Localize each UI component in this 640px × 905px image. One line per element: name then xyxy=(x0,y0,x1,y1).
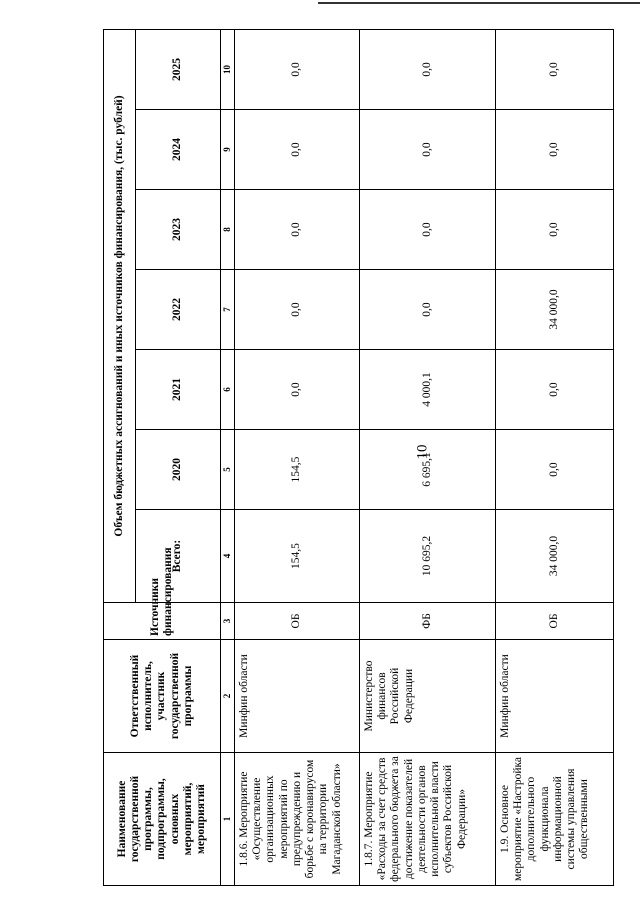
page-number: 10 xyxy=(414,444,431,460)
funding-table-wrapper xyxy=(103,30,613,886)
table-row xyxy=(235,29,360,885)
header-source: Источники финансирования xyxy=(104,603,221,640)
row-value: 0,0 xyxy=(360,29,496,109)
column-number: 9 xyxy=(221,110,235,190)
row-name: 1.8.7. Мероприятие «Расходы за счет средств федерального бюджета за достижение показателей деятельности органов исполнительной власти субъектов Российской Федерации» xyxy=(360,753,496,886)
row-source: ОБ xyxy=(496,603,614,640)
row-value: 0,0 xyxy=(360,270,496,350)
table-row xyxy=(496,29,614,885)
header-funding-group: Объем бюджетных ассигнований и иных источников финансирования, (тыс. рублей) xyxy=(104,29,136,602)
funding-table xyxy=(103,29,614,886)
row-name: 1.9. Основное мероприятие «Настройка дополнительного функционала информационной системы управления общественными xyxy=(496,753,614,886)
row-value: 154,5 xyxy=(235,430,360,510)
column-number: 5 xyxy=(221,430,235,510)
table-row xyxy=(360,29,496,885)
column-number-row xyxy=(221,29,235,885)
row-value: 0,0 xyxy=(235,270,360,350)
header-executor: Ответственный исполнитель, участник государственной программы xyxy=(104,640,221,753)
row-executor: Министерство финансов Российской Федерации xyxy=(360,640,496,753)
row-value: 0,0 xyxy=(496,350,614,430)
header-year: 2025 xyxy=(136,29,221,109)
row-source: ОБ xyxy=(235,603,360,640)
header-year: 2023 xyxy=(136,190,221,270)
column-number: 6 xyxy=(221,350,235,430)
row-value: 0,0 xyxy=(496,110,614,190)
header-year: 2022 xyxy=(136,270,221,350)
column-number: 3 xyxy=(221,603,235,640)
header-total: Всего: xyxy=(136,510,221,603)
row-executor: Минфин области xyxy=(496,640,614,753)
column-number: 1 xyxy=(221,753,235,886)
row-executor: Минфин области xyxy=(235,640,360,753)
row-name: 1.8.6. Мероприятие «Осуществление организационных мероприятий по предупреждению и борьбе с коронавирусом на территории Магаданской области» xyxy=(235,753,360,886)
row-value: 0,0 xyxy=(496,29,614,109)
header-year: 2024 xyxy=(136,110,221,190)
column-number: 10 xyxy=(221,29,235,109)
row-value: 6 695,1 xyxy=(360,430,496,510)
row-value: 0,0 xyxy=(496,430,614,510)
row-value: 0,0 xyxy=(360,190,496,270)
row-value: 0,0 xyxy=(235,29,360,109)
row-value: 0,0 xyxy=(235,110,360,190)
row-total: 154,5 xyxy=(235,510,360,603)
column-number: 4 xyxy=(221,510,235,603)
row-value: 0,0 xyxy=(235,190,360,270)
row-value: 4 000,1 xyxy=(360,350,496,430)
header-name: Наименование государственной программы, подпрограммы, основных мероприятий, мероприятий xyxy=(104,753,221,886)
row-value: 34 000,0 xyxy=(496,270,614,350)
row-value: 0,0 xyxy=(496,190,614,270)
column-number: 2 xyxy=(221,640,235,753)
header-year: 2020 xyxy=(136,430,221,510)
column-number: 7 xyxy=(221,270,235,350)
row-value: 0,0 xyxy=(235,350,360,430)
row-total: 34 000,0 xyxy=(496,510,614,603)
header-row-group xyxy=(104,29,136,885)
row-source: ФБ xyxy=(360,603,496,640)
row-value: 0,0 xyxy=(360,110,496,190)
header-year: 2021 xyxy=(136,350,221,430)
top-rule xyxy=(318,2,640,4)
column-number: 8 xyxy=(221,190,235,270)
row-total: 10 695,2 xyxy=(360,510,496,603)
